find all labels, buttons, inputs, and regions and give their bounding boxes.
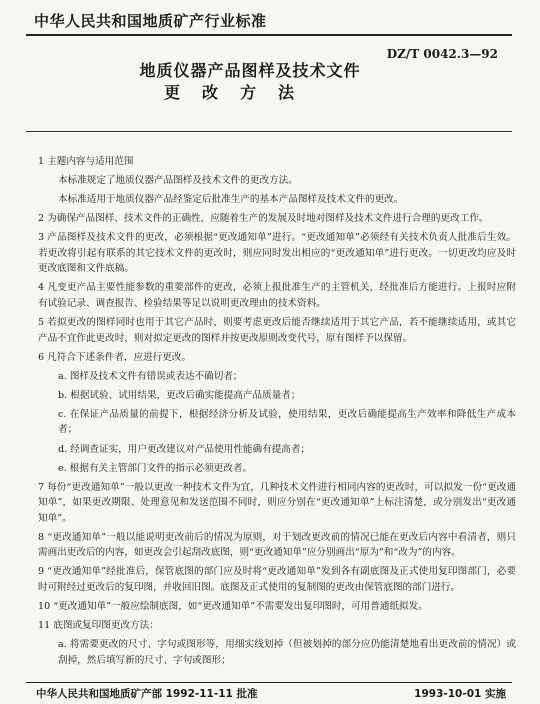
- clause: 8 “更改通知单”一般以能说明更改前后的情况为原则，对于划改更改前的情况已能在更改后内容中看清者，则只需画出更改后的内容，如更改会引起刮改底图，则“更改通知单”应分别画出“原为”和“改为”的内容。: [38, 531, 516, 559]
- footer-divider: [26, 682, 512, 683]
- clause: 2 为确保产品图样、技术文件的正确性，应随着生产的发展及时地对图样及技术文件进行合理的更改工作。: [38, 213, 489, 225]
- section-heading: 1 主题内容与适用范围: [38, 156, 134, 167]
- list-item: b. 根据试验、试用结果，更改后确实能提高产品质量者；: [58, 389, 301, 401]
- document-body: [38, 154, 516, 672]
- effective-date: 1993-10-01 实施: [414, 688, 506, 700]
- clause: 9 “更改通知单”经批准后，保管底图的部门应及时将“更改通知单”发到各有副底图及正式使用复印图部门，必要时可附经过更改后的复印图，并收回旧图。底图及正式使用的复制图的更改由保管底图的部门进行。: [38, 566, 516, 593]
- clause: 7 每份“更改通知单”一般以更改一种技术文件为宜，几种技术文件进行相同内容的更改时，可以拟发一份“更改通知单”，如果更改期限、处理意见和发送范围不同时，则应分别在“更改通知单”上标注清楚，或分别发出“更改通知单”。: [38, 481, 516, 524]
- clause: 3 产品图样及技术文件的更改，必须根据“更改通知单”进行。“更改通知单”必须经有关技术负责人批准后生效。若更改将引起有联系的其它技术文件的更改时，则应同时发出相应的“更改通知单”进行更改。一切更改均应及时更改底图和文件底稿。: [38, 232, 516, 275]
- approval-line: 中华人民共和国地质矿产部 1992-11-11 批准: [36, 688, 258, 700]
- document-title-line2: 更改方法: [163, 83, 316, 102]
- standard-org-title: 中华人民共和国地质矿产行业标准: [34, 12, 267, 30]
- standard-code: DZ/T 0042.3—92: [386, 47, 498, 61]
- clause: 4 凡变更产品主要性能参数的重要部件的更改，必须上报批准生产的主管机关，经批准后方能进行。上报时应附有试验记录、调查报告、检验结果等足以说明更改理由的技术资料。: [38, 282, 516, 309]
- clause: 10 “更改通知单”一般应绘制底图，如“更改通知单”不需要发出复印图时，可用普通纸拟发。: [38, 601, 428, 612]
- list-item: a. 将需要更改的尺寸、字句或图形等，用细实线划掉（但被划掉的部分应仍能清楚地看出更改前的情况）或刮掉，然后填写新的尺寸、字句或图形；: [58, 639, 516, 666]
- list-item: d. 经调查证实，用户更改建议对产品使用性能确有提高者；: [58, 443, 311, 455]
- title-divider: [26, 131, 512, 132]
- clause: 11 底图或复印图更改方法：: [38, 620, 159, 632]
- top-divider: [26, 34, 512, 36]
- paragraph: 本标准规定了地质仪器产品图样及技术文件的更改方法。: [58, 175, 298, 187]
- list-item: e. 根据有关主管部门文件的指示必须更改者。: [58, 462, 253, 474]
- list-item: a. 图样及技术文件有错误或表达不确切者；: [58, 370, 243, 382]
- clause: 5 若拟更改的图样同时也用于其它产品时，则要考虑更改后能否继续适用于其它产品，若不能继续适用，或其它产品不宜作此更改时，则对拟定更改的图样并按更改原则改变代号，原有图样予以保留。: [38, 317, 516, 344]
- document-title-line1: 地质仪器产品图样及技术文件: [139, 61, 361, 80]
- clause: 6 凡符合下述条件者，应进行更改。: [38, 351, 192, 363]
- paragraph: 本标准适用于地质仪器产品经鉴定后批准生产的基本产品图样及技术文件的更改。: [58, 194, 404, 206]
- list-item: c. 在保证产品质量的前提下，根据经济分析及试验，使用结果，更改后确能提高生产效率和降低生产成本者；: [58, 408, 516, 436]
